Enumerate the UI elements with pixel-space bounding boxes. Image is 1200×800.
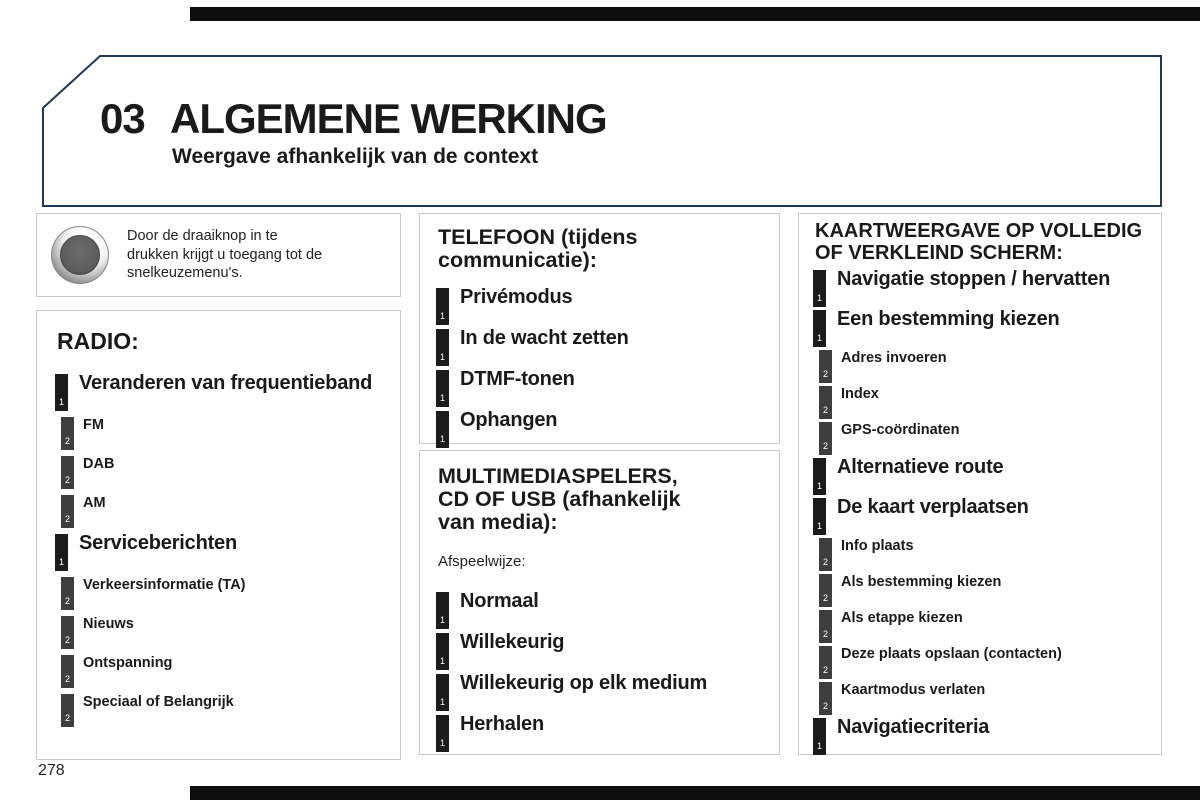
menu-item	[55, 417, 382, 450]
page-subtitle: Weergave afhankelijk van de context	[172, 145, 539, 168]
menu-item-label: DAB	[83, 455, 115, 472]
menu-item-label: Adres invoeren	[841, 350, 947, 367]
menu-item	[55, 616, 382, 649]
level-2-marker: 2	[819, 682, 832, 715]
level-1-marker: 1	[55, 374, 68, 411]
menu-item-label: DTMF-tonen	[460, 368, 575, 391]
telefoon-section	[419, 213, 780, 444]
level-2-marker: 2	[819, 386, 832, 419]
level-2-marker: 2	[61, 616, 74, 649]
menu-item-label: Normaal	[460, 589, 539, 612]
menu-item-label: Deze plaats opslaan (contacten)	[841, 646, 1062, 663]
menu-item-label: De kaart verplaatsen	[837, 496, 1029, 519]
level-1-marker: 1	[55, 534, 68, 571]
level-1-marker: 1	[436, 329, 449, 366]
menu-item-label: FM	[83, 416, 104, 433]
menu-item	[813, 682, 1147, 715]
menu-item-label: Als etappe kiezen	[841, 610, 963, 627]
menu-item	[436, 288, 763, 325]
menu-item	[436, 630, 763, 670]
kaartweergave-title-line: KAARTWEERGAVE OP VOLLEDIG	[815, 220, 1143, 242]
menu-item	[436, 370, 763, 407]
page-edge-band-top	[190, 7, 1200, 21]
menu-item	[55, 531, 382, 571]
menu-item-label: Als bestemming kiezen	[841, 574, 1002, 591]
menu-item	[55, 371, 382, 411]
level-1-marker: 1	[436, 633, 449, 670]
menu-item	[813, 574, 1147, 607]
intro-note-line: snelkeuzemenu's.	[127, 265, 243, 282]
menu-item-label: In de wacht zetten	[460, 327, 629, 350]
level-2-marker: 2	[819, 350, 832, 383]
menu-item-label: Speciaal of Belangrijk	[83, 693, 234, 710]
level-2-marker: 2	[819, 538, 832, 571]
level-1-marker: 1	[813, 718, 826, 755]
level-2-marker: 2	[819, 646, 832, 679]
kaartweergave-menu-list	[813, 270, 1147, 755]
telefoon-menu-list	[436, 288, 763, 448]
menu-item-label: Privémodus	[460, 286, 573, 309]
radio-section-title: RADIO:	[57, 328, 139, 354]
level-1-marker: 1	[813, 310, 826, 347]
level-2-marker: 2	[61, 577, 74, 610]
menu-item	[55, 495, 382, 528]
menu-item	[55, 694, 382, 727]
rotary-knob-center	[60, 235, 100, 275]
kaartweergave-title-line: OF VERKLEIND SCHERM:	[815, 241, 1063, 264]
menu-item-label: GPS-coördinaten	[841, 422, 960, 439]
telefoon-title-line: TELEFOON (tijdens	[438, 225, 638, 249]
menu-item-label: Navigatie stoppen / hervatten	[837, 268, 1111, 291]
menu-item	[813, 646, 1147, 679]
menu-item	[436, 589, 763, 629]
menu-item	[813, 270, 1147, 307]
menu-item	[813, 538, 1147, 571]
menu-item-label: Kaartmodus verlaten	[841, 682, 986, 699]
level-1-marker: 1	[436, 370, 449, 407]
multimedia-title-line: CD OF USB (afhankelijk	[438, 487, 681, 512]
page-title: ALGEMENE WERKING	[170, 95, 607, 142]
menu-item	[813, 422, 1147, 455]
level-1-marker: 1	[813, 498, 826, 535]
multimedia-title-line: van media):	[438, 510, 558, 535]
menu-item-label: Serviceberichten	[79, 531, 237, 554]
menu-item-label: Nieuws	[83, 615, 134, 632]
menu-item	[55, 655, 382, 688]
playmode-note: Afspeelwijze:	[438, 552, 526, 570]
menu-item	[813, 718, 1147, 755]
menu-item-label: Navigatiecriteria	[837, 716, 990, 739]
radio-menu-list	[55, 371, 382, 727]
menu-item	[55, 577, 382, 610]
page-edge-band-bottom	[190, 786, 1200, 800]
menu-item-label: Info plaats	[841, 538, 914, 555]
level-2-marker: 2	[61, 456, 74, 489]
intro-note	[127, 227, 322, 283]
level-2-marker: 2	[819, 422, 832, 455]
menu-item	[813, 458, 1147, 495]
level-1-marker: 1	[436, 592, 449, 629]
menu-item-label: Veranderen van frequentieband	[79, 371, 373, 394]
menu-item-label: Herhalen	[460, 712, 544, 735]
level-1-marker: 1	[813, 270, 826, 307]
level-2-marker: 2	[61, 655, 74, 688]
menu-item	[436, 671, 763, 711]
kaartweergave-section	[798, 213, 1162, 755]
menu-item-label: Alternatieve route	[837, 456, 1004, 479]
menu-item	[813, 350, 1147, 383]
multimedia-section-title	[438, 465, 763, 535]
level-2-marker: 2	[61, 694, 74, 727]
menu-item-label: Ophangen	[460, 409, 558, 432]
radio-section	[36, 310, 401, 760]
menu-item	[813, 498, 1147, 535]
page-number: 278	[38, 762, 65, 779]
menu-item	[436, 329, 763, 366]
menu-item	[813, 386, 1147, 419]
level-2-marker: 2	[61, 417, 74, 450]
menu-item	[436, 411, 763, 448]
intro-panel	[36, 213, 401, 297]
menu-item-label: Willekeurig op elk medium	[460, 671, 708, 694]
menu-item-label: AM	[83, 494, 106, 511]
menu-item-label: Index	[841, 386, 879, 403]
level-1-marker: 1	[436, 411, 449, 448]
level-1-marker: 1	[436, 715, 449, 752]
intro-note-line: drukken krijgt u toegang tot de	[127, 246, 323, 263]
multimedia-title-line: MULTIMEDIASPELERS,	[438, 464, 678, 488]
multimedia-section	[419, 450, 780, 755]
menu-item	[436, 712, 763, 752]
menu-item	[813, 310, 1147, 347]
menu-item-label: Ontspanning	[83, 654, 173, 671]
telefoon-section-title	[438, 226, 763, 272]
level-1-marker: 1	[436, 674, 449, 711]
level-2-marker: 2	[819, 610, 832, 643]
intro-note-line: Door de draaiknop in te	[127, 228, 278, 245]
menu-item-label: Verkeersinformatie (TA)	[83, 576, 246, 593]
telefoon-title-line: communicatie):	[438, 248, 597, 273]
menu-item	[55, 456, 382, 489]
level-2-marker: 2	[819, 574, 832, 607]
chapter-number: 03	[100, 95, 145, 142]
menu-item-label: Een bestemming kiezen	[837, 308, 1060, 331]
multimedia-menu-list	[436, 589, 763, 752]
rotary-knob-icon	[51, 226, 109, 284]
menu-item-label: Willekeurig	[460, 630, 565, 653]
level-1-marker: 1	[436, 288, 449, 325]
menu-item	[813, 610, 1147, 643]
kaartweergave-section-title	[815, 221, 1147, 264]
level-2-marker: 2	[61, 495, 74, 528]
level-1-marker: 1	[813, 458, 826, 495]
